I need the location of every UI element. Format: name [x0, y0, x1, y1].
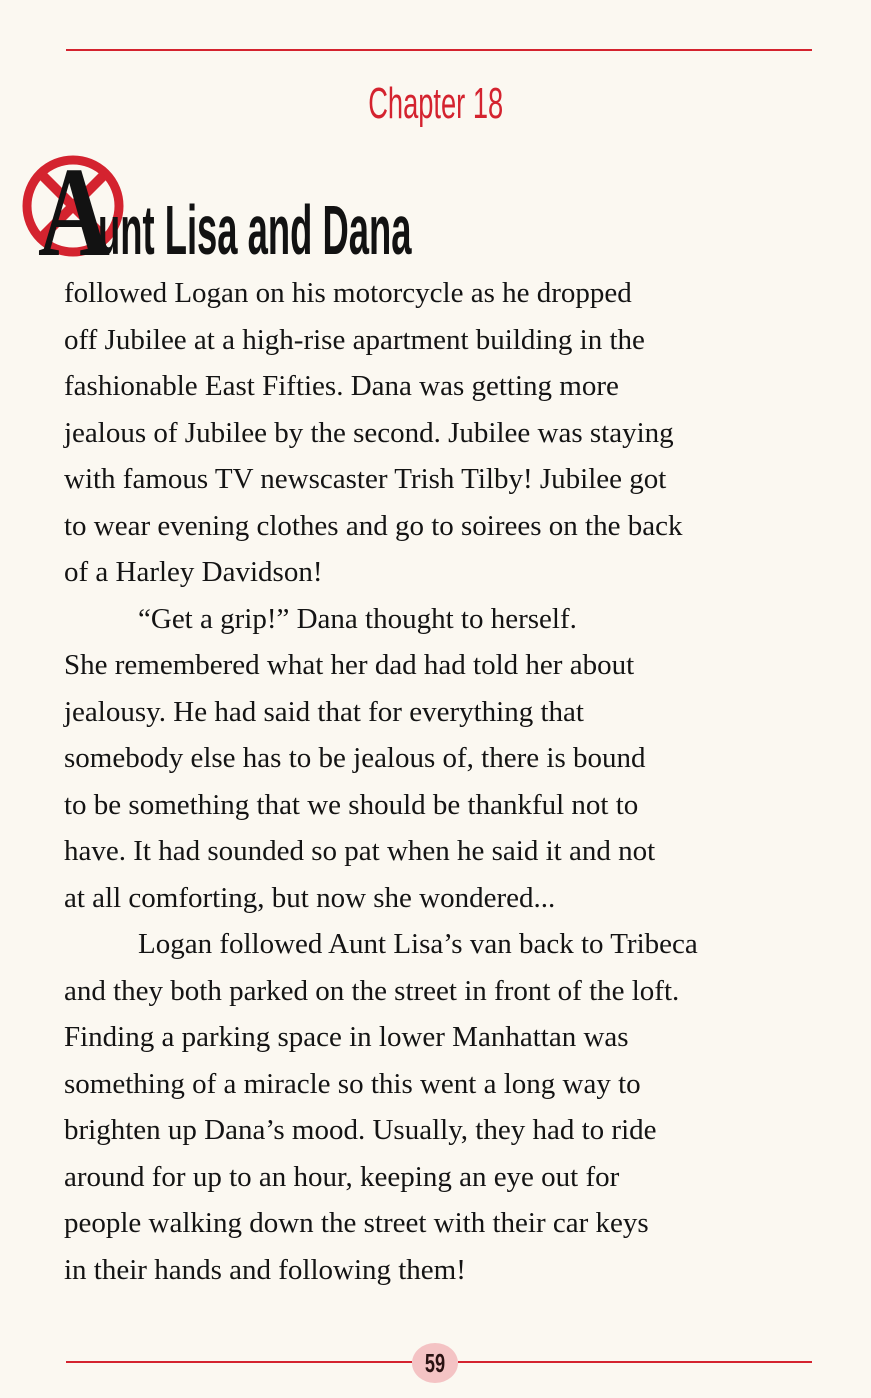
- page-number-badge: [412, 1343, 458, 1383]
- chapter-title: unt Lisa and Dana: [98, 191, 412, 269]
- body-line: Logan followed Aunt Lisa’s van back to Tribeca: [138, 928, 698, 960]
- body-line: jealousy. He had said that for everything that: [64, 695, 584, 728]
- body-line: people walking down the street with their car keys: [64, 1207, 649, 1239]
- top-rule: [66, 49, 812, 51]
- body-line: fashionable East Fifties. Dana was getting more: [64, 370, 619, 402]
- body-line: around for up to an hour, keeping an eye out for: [64, 1160, 620, 1193]
- body-line: somebody else has to be jealous of, there is bound: [64, 742, 646, 774]
- page-number: 59: [424, 1348, 446, 1378]
- body-line: with famous TV newscaster Trish Tilby! Jubilee got: [64, 463, 667, 495]
- body-line: She remembered what her dad had told her about: [64, 649, 635, 681]
- body-line: brighten up Dana’s mood. Usually, they had to ride: [64, 1114, 657, 1146]
- body-line: jealous of Jubilee by the second. Jubilee was staying: [64, 416, 674, 449]
- body-line: and they both parked on the street in front of the loft.: [64, 974, 680, 1007]
- bottom-rule-right: [458, 1361, 812, 1363]
- body-line: in their hands and following them!: [64, 1253, 466, 1286]
- body-line: have. It had sounded so pat when he said it and not: [64, 835, 656, 867]
- body-line: “Get a grip!” Dana thought to herself.: [138, 602, 577, 635]
- body-line: at all comforting, but now she wondered...: [64, 881, 556, 914]
- body-line: to be something that we should be thankful not to: [64, 788, 639, 821]
- body-line: Finding a parking space in lower Manhattan was: [64, 1021, 629, 1053]
- chapter-label: Chapter 18: [368, 79, 504, 128]
- body-line: something of a miracle so this went a long way to: [64, 1067, 641, 1100]
- title-dropcap: A: [37, 151, 111, 263]
- body-line: of a Harley Davidson!: [64, 556, 323, 588]
- body-line: followed Logan on his motorcycle as he dropped: [64, 277, 632, 309]
- body-line: off Jubilee at a high-rise apartment building in the: [64, 323, 645, 356]
- body-line: to wear evening clothes and go to soirees on the back: [64, 509, 683, 542]
- body-text: [64, 270, 824, 1293]
- bottom-rule-left: [66, 1361, 412, 1363]
